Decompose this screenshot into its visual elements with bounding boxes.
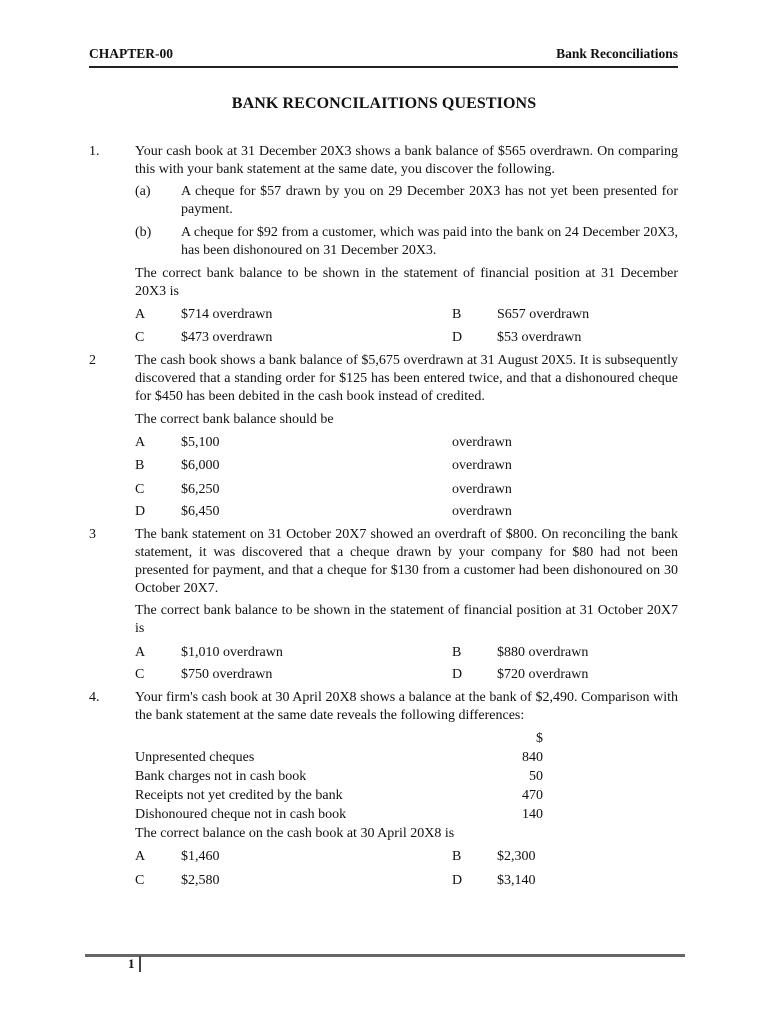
q3-option-a-letter: A	[135, 645, 146, 660]
q1-item-b-text: A cheque for $92 from a customer, which was paid into the bank on 24 December 20X3, has been dishonoured on 31 December 20X3.	[181, 225, 678, 258]
q4-row-2-amount: 50	[529, 769, 543, 784]
q1-option-a-text: $714 overdrawn	[181, 307, 273, 322]
q3-text: The bank statement on 31 October 20X7 showed an overdraft of $800. On reconciling the bank statement, it was discovered that a cheque drawn by your company for $80 had not been presented for payment, and that a cheque for $130 from a customer had been dishonoured on 30 October 20X7.	[135, 527, 678, 596]
q3-option-c-text: $750 overdrawn	[181, 667, 273, 682]
q3-option-d-letter: D	[452, 667, 463, 682]
q2-stem: The correct bank balance should be	[135, 412, 334, 427]
q2-number: 2	[89, 353, 96, 368]
q3-option-c-letter: C	[135, 667, 145, 682]
q4-option-d-text: $3,140	[497, 873, 536, 888]
q3-option-b-letter: B	[452, 645, 462, 660]
q4-option-b-letter: B	[452, 849, 462, 864]
q3-stem: The correct bank balance to be shown in the statement of financial position at 31 October 20X7 is	[135, 603, 678, 636]
page-title: BANK RECONCILAITIONS QUESTIONS	[231, 95, 537, 112]
q1-text: Your cash book at 31 December 20X3 shows a bank balance of $565 overdrawn. On comparing this with your bank statement at the same date, you discover the following.	[135, 144, 678, 177]
footer-divider	[85, 954, 685, 957]
q1-option-c-text: $473 overdrawn	[181, 330, 273, 345]
q1-option-d-letter: D	[452, 330, 463, 345]
q4-stem: The correct balance on the cash book at 30 April 20X8 is	[135, 826, 455, 841]
q1-item-b-label: (b)	[135, 225, 152, 240]
q4-option-c-letter: C	[135, 873, 145, 888]
q4-row-2-label: Bank charges not in cash book	[135, 769, 307, 784]
q1-option-b-letter: B	[452, 307, 462, 322]
q2-option-a-letter: A	[135, 435, 146, 450]
q1-stem: The correct bank balance to be shown in the statement of financial position at 31 December 20X3 is	[135, 266, 678, 299]
q2-option-b-status: overdrawn	[452, 458, 512, 473]
q4-option-a-text: $1,460	[181, 849, 220, 864]
q1-option-c-letter: C	[135, 330, 145, 345]
q4-row-1-amount: 840	[522, 750, 543, 765]
section-label: Bank Reconciliations	[556, 46, 678, 61]
q2-option-a-status: overdrawn	[452, 435, 512, 450]
q4-row-4-label: Dishonoured cheque not in cash book	[135, 807, 347, 822]
q2-text: The cash book shows a bank balance of $5,675 overdrawn at 31 August 20X5. It is subsequently discovered that a standing order for $125 has been entered twice, and that a dishonoured cheque for $450 has been debited in the cash book instead of credited.	[135, 353, 678, 404]
q4-row-3-amount: 470	[522, 788, 543, 803]
q4-row-3-label: Receipts not yet credited by the bank	[135, 788, 343, 803]
q2-option-d-letter: D	[135, 504, 146, 519]
q4-option-b-text: $2,300	[497, 849, 536, 864]
q2-option-a-amount: $5,100	[181, 435, 220, 450]
header-divider	[89, 66, 678, 68]
q4-number: 4.	[89, 690, 100, 705]
q3-option-a-text: $1,010 overdrawn	[181, 645, 283, 660]
chapter-label: CHAPTER-00	[89, 46, 173, 61]
q1-item-a-text: A cheque for $57 drawn by you on 29 December 20X3 has not yet been presented for payment.	[181, 184, 678, 217]
q4-text: Your firm's cash book at 30 April 20X8 shows a balance at the bank of $2,490. Comparison with the bank statement at the same date reveals the following differences:	[135, 690, 678, 723]
q1-item-a-label: (a)	[135, 184, 151, 199]
q2-option-d-amount: $6,450	[181, 504, 220, 519]
q4-option-c-text: $2,580	[181, 873, 220, 888]
page-number: 1	[128, 956, 141, 972]
q1-option-a-letter: A	[135, 307, 146, 322]
q3-option-d-text: $720 overdrawn	[497, 667, 589, 682]
q1-option-d-text: $53 overdrawn	[497, 330, 582, 345]
q2-option-b-amount: $6,000	[181, 458, 220, 473]
q1-number: 1.	[89, 144, 100, 159]
q4-option-a-letter: A	[135, 849, 146, 864]
q4-currency-header: $	[536, 731, 543, 746]
q4-row-4-amount: 140	[522, 807, 543, 822]
q2-option-d-status: overdrawn	[452, 504, 512, 519]
q1-option-b-text: S657 overdrawn	[497, 307, 590, 322]
q2-option-c-letter: C	[135, 482, 145, 497]
q2-option-c-status: overdrawn	[452, 482, 512, 497]
q3-option-b-text: $880 overdrawn	[497, 645, 589, 660]
q4-option-d-letter: D	[452, 873, 463, 888]
page-header	[89, 44, 678, 64]
q2-option-b-letter: B	[135, 458, 145, 473]
q2-option-c-amount: $6,250	[181, 482, 220, 497]
q4-row-1-label: Unpresented cheques	[135, 750, 255, 765]
q3-number: 3	[89, 527, 96, 542]
